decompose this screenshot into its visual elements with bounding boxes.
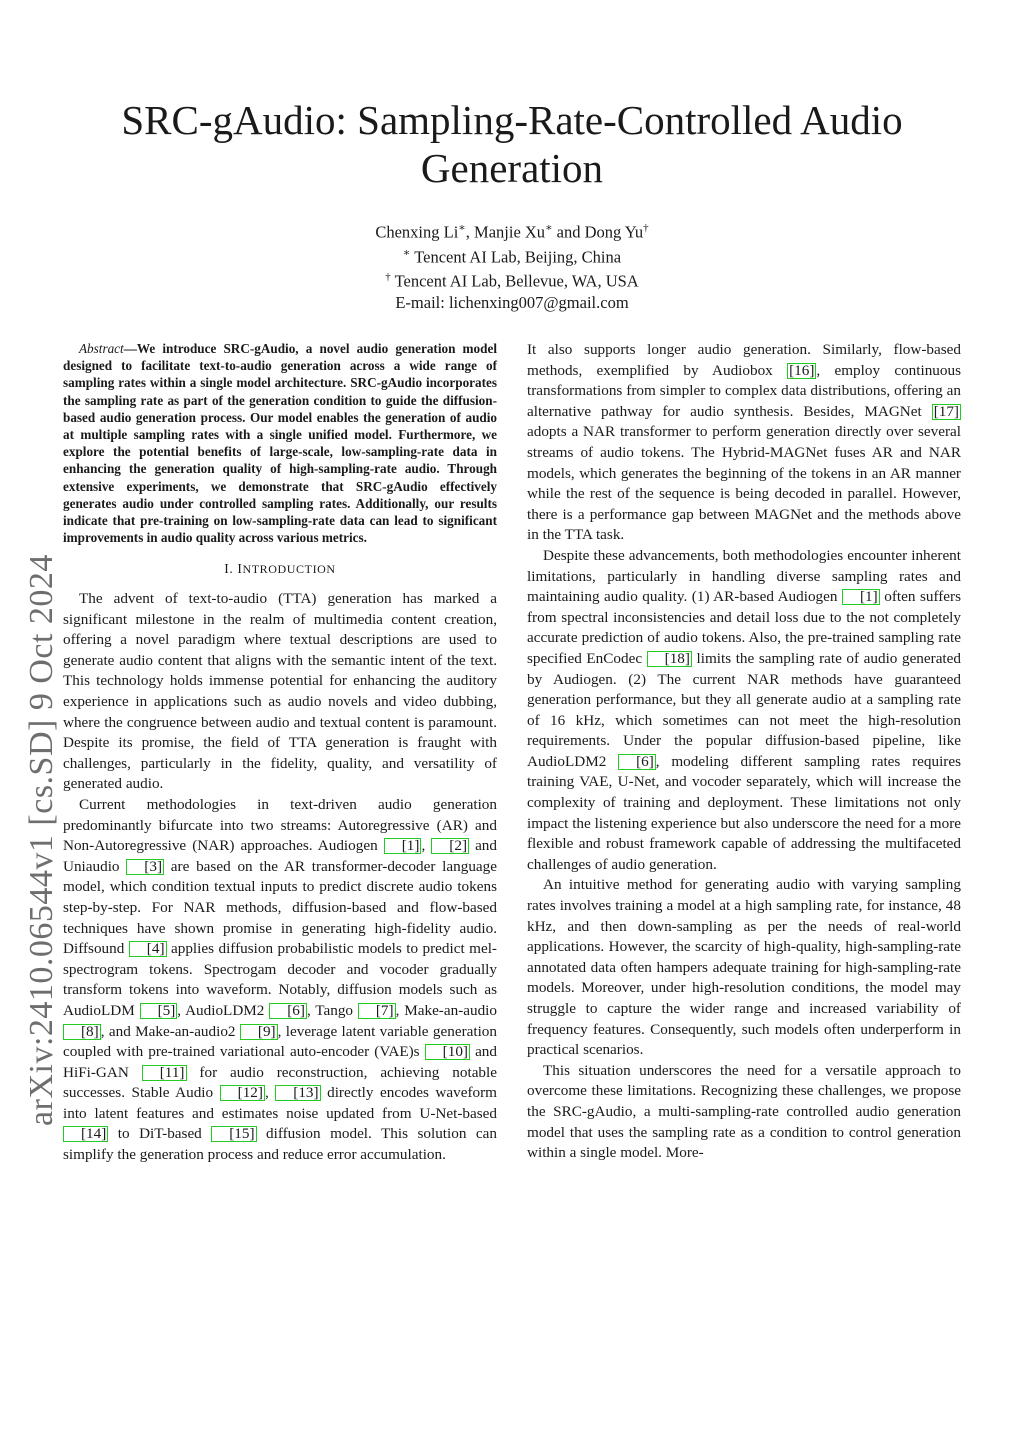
title-line-2: Generation: [420, 145, 604, 191]
citation-link[interactable]: [1]: [384, 838, 422, 854]
citation-link[interactable]: [16]: [789, 361, 815, 379]
abstract: [63, 340, 497, 546]
citation-link[interactable]: [9]: [240, 1024, 278, 1040]
arxiv-identifier: arXiv:2410.06544v1 [cs.SD] 9 Oct 2024: [23, 554, 60, 1126]
citation-link[interactable]: [7]: [358, 1003, 396, 1019]
citation-link[interactable]: [13]: [275, 1085, 320, 1101]
paper-title: [60, 96, 964, 192]
citation-link[interactable]: [18]: [647, 651, 692, 667]
citation-link[interactable]: [15]: [211, 1126, 256, 1142]
citation-link[interactable]: [8]: [63, 1024, 101, 1040]
section-heading-introduction: I. INTRODUCTION: [224, 561, 336, 577]
title-line-1: SRC-gAudio: Sampling-Rate-Controlled Audio: [121, 97, 903, 143]
abstract-label: Abstract: [79, 341, 124, 356]
citation-link[interactable]: [2]: [431, 838, 469, 854]
citation-link[interactable]: [14]: [63, 1126, 108, 1142]
citation-link[interactable]: [17]: [933, 402, 959, 420]
citation-link[interactable]: [1]: [842, 589, 880, 605]
intro-paragraph-3: It also supports longer audio generation. Similarly, flow-based methods, exemplified by Audiobox [16] , employ continuous transformations from simpler to complex data distributions, offering an alternative pathway for audio synthesis. Besides, MAGNet [17] adopts a NAR transformer to perform generation directly over several streams of audio tokens. The Hybrid-MAGNet fuses AR and NAR models, which generates the beginning of the tokens in an AR manner while the rest of the sequence is being decoded in parallel. However, there is a performance gap between MAGNet and the methods above in the TTA task.: [527, 341, 961, 544]
citation-link[interactable]: [10]: [425, 1044, 470, 1060]
affiliation-1: ∗ Tencent AI Lab, Beijing, China: [402, 246, 622, 266]
intro-paragraph-4: Despite these advancements, both methodologies encounter inherent limitations, particularly in handling diverse sampling rates and maintaining audio quality. (1) AR-based Audiogen [1] often suffers from spectral inconsistencies and detail loss due to the not completely accurate prediction of audio tokens. Also, the pre-trained sampling rate specified EnCodec [18] limits the sampling rate of audio generated by Audiogen. (2) The current NAR methods have guaranteed generation performance, but they all generate audio at a sampling rate of 16 kHz, which sometimes can not meet the high-resolution requirements. Under the popular diffusion-based pipeline, like AudioLDM2 [6] , modeling different sampling rates requires training VAE, U-Net, and vocoder separately, which will increase the complexity of training and deployment. These limitations not only impact the listening experience but also underscore the need for a more flexible and robust framework capable of addressing the multifaceted challenges of audio generation.: [527, 546, 962, 873]
abstract-text: —We introduce SRC-gAudio, a novel audio generation model designed to facilitate text-to-audio generation across a wide range of sampling rates within a single model architecture. SRC-gAudio incorporates the sampling rate as part of the generation condition to guide the diffusion-based audio generation process. Our model enables the generation of audio at multiple sampling rates with a single unified model. Furthermore, we explore the potential benefits of large-scale, low-sampling-rate data in enhancing the generation quality of high-sampling-rate audio. Through extensive experiments, we demonstrate that SRC-gAudio effectively generates audio under controlled sampling rates. Additionally, our results indicate that pre-training on low-sampling-rate data can lead to significant improvements in audio quality across various metrics.: [63, 341, 497, 546]
citation-link[interactable]: [3]: [126, 859, 164, 875]
citation-link[interactable]: [4]: [129, 941, 167, 957]
author-block: [60, 218, 964, 313]
left-column: [63, 340, 497, 1166]
intro-paragraph-6: This situation underscores the need for a versatile approach to overcome these limitations. Recognizing these challenges, we propose the SRC-gAudio, a multi-sampling-rate controlled audio generation model that uses the sampling rate as a condition to control generation within a single model. More-: [527, 1061, 961, 1162]
intro-paragraph-5: An intuitive method for generating audio with varying sampling rates involves training a model at a high sampling rate, for instance, 48 kHz, and then down-sampling as per the needs of real-world applications. However, the scarcity of high-quality, high-sampling-rate annotated data often hampers adequate training for high-sampling-rate models. Moreover, under high-resolution conditions, the model may struggle to capture the wider range and increased variability of frequency features. Consequently, such models often underperform in practical scenarios.: [527, 876, 961, 1059]
intro-paragraph-2: Current methodologies in text-driven audio generation predominantly bifurcate into two streams: Autoregressive (AR) and Non-Autoregressive (NAR) approaches. Audiogen [1] , [2] and Uniaudio [3] are based on the AR transformer-decoder language model, which condition textual inputs to predict discrete audio tokens step-by-step. For NAR methods, diffusion-based and flow-based techniques have shown promise in generating high-fidelity audio. Diffsound [4] applies diffusion probabilistic models to predict mel-spectrogram tokens. Spectrogam decoder and vocoder gradually transform tokens into waveform. Notably, diffusion models such as AudioLDM [5] , AudioLDM2 [6] , Tango [7] , Make-an-audio [8] , and Make-an-audio2 [9] , leverage latent variable generation coupled with pre-trained variational auto-encoder (VAE)s [10] and HiFi-GAN [11] for audio reconstruction, achieving notable successes. Stable Audio [12] , [13] directly encodes waveform into latent features and estimates noise updated from U-Net-based [14] to DiT-based [15] diffusion model. This solution can simplify the generation process and reduce error accumulation.: [63, 795, 497, 1164]
citation-link[interactable]: [6]: [269, 1003, 307, 1019]
author-names: Chenxing Li∗, Manjie Xu∗ and Dong Yu†: [375, 222, 649, 242]
intro-paragraph-1: The advent of text-to-audio (TTA) generation has marked a significant milestone in the realm of multimedia content creation, offering a novel paradigm where textual descriptions are used to generate audio content that aligns with the semantic intent of the text. This technology holds immense potential for enhancing the auditory experience in applications such as audio novels and video dubbing, where the congruence between audio and textual content is paramount. Despite its promise, the field of TTA generation is fraught with challenges, particularly in the fidelity, quality, and versatility of generated audio.: [63, 590, 497, 793]
affiliation-2: † Tencent AI Lab, Bellevue, WA, USA: [385, 271, 639, 291]
right-column: [527, 340, 961, 1164]
citation-link[interactable]: [11]: [142, 1065, 187, 1081]
citation-link[interactable]: [5]: [140, 1003, 178, 1019]
citation-link[interactable]: [12]: [220, 1085, 265, 1101]
citation-link[interactable]: [6]: [618, 754, 656, 770]
author-email: E-mail: lichenxing007@gmail.com: [395, 292, 629, 312]
